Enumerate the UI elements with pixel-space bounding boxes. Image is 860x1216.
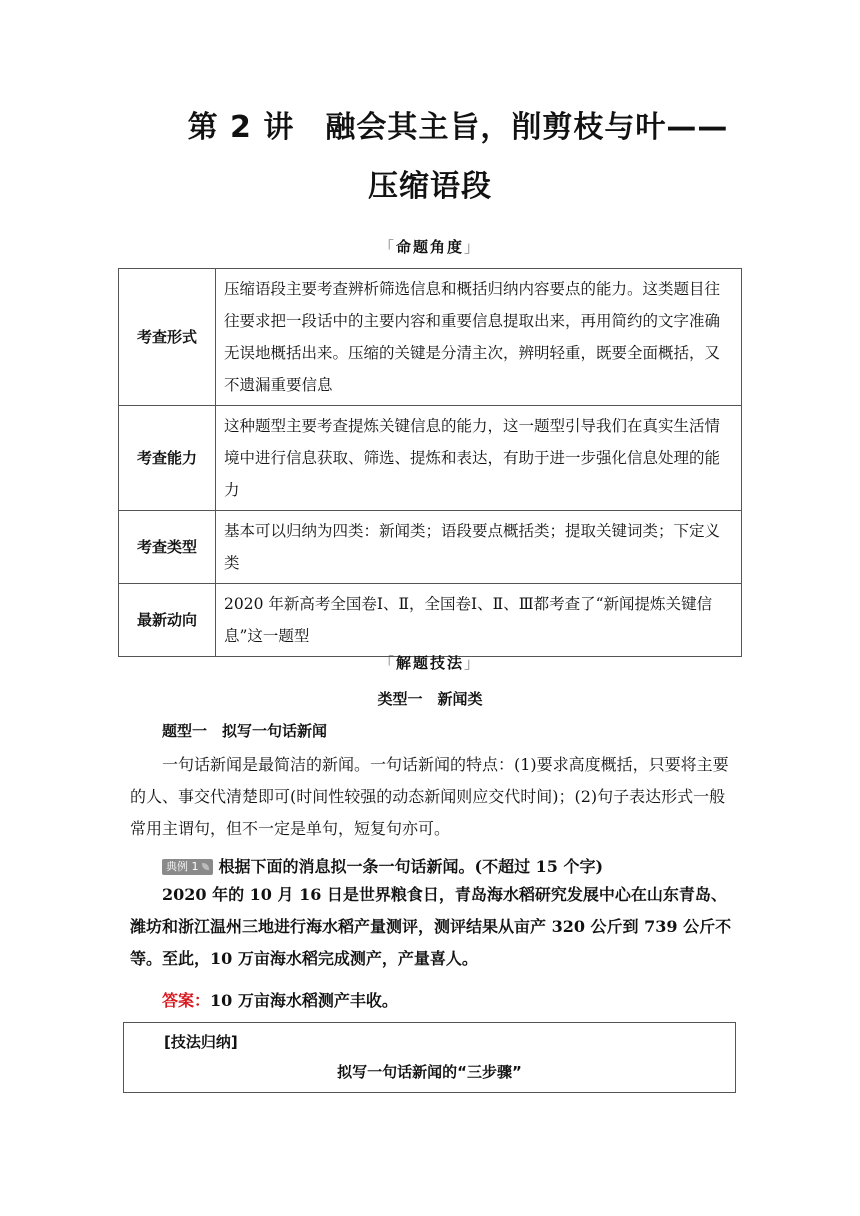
table-body-cell: 压缩语段主要考查辨析筛选信息和概括归纳内容要点的能力。这类题目往往要求把一段话中的主要内容和重要信息提取出来，再用简约的文字准确无误地概括出来。压缩的关键是分清主次，辨明轻重，既要全面概括，又不遗漏重要信息 bbox=[216, 269, 742, 406]
section-heading-method: 「解题技法」 bbox=[378, 654, 482, 672]
table-body-cell: 基本可以归纳为四类：新闻类；语段要点概括类；提取关键词类；下定义类 bbox=[216, 511, 742, 584]
example-prompt-line bbox=[162, 856, 603, 878]
page-title-line1: 第 2 讲 融会其主旨，削剪枝与叶—— bbox=[187, 110, 729, 145]
leaf-icon bbox=[202, 863, 209, 870]
table-row bbox=[119, 406, 742, 511]
example-text: 2020 年的 10 月 16 日是世界粮食日，青岛海水稻研究发展中心在山东青岛、潍坊和浙江温州三地进行海水稻产量测评，测评结果从亩产 320 公斤到 739 公斤不等。至此，10 万亩海水稻完成测产，产量喜人。 bbox=[130, 885, 732, 968]
answer-label: 答案： bbox=[162, 991, 211, 1010]
section-heading-angle: 「命题角度」 bbox=[378, 238, 482, 256]
section-heading-angle-label: 命题角度 bbox=[395, 238, 464, 256]
intro-paragraph: 一句话新闻是最简洁的新闻。一句话新闻的特点：(1)要求高度概括，只要将主要的人、事交代清楚即可(时间性较强的动态新闻则应交代时间)；(2)句子表达形式一般常用主谓句，但不一定是单句，短复句亦可。 bbox=[130, 755, 729, 838]
table-row bbox=[119, 269, 742, 406]
answer-text: 10 万亩海水稻测产丰收。 bbox=[210, 991, 398, 1010]
table-row bbox=[119, 511, 742, 584]
technique-summary-heading: [技法归纳] bbox=[164, 1033, 238, 1051]
table-head-cell: 考查能力 bbox=[119, 406, 216, 511]
example-badge-label: 典例 1 bbox=[166, 860, 199, 873]
section-heading-method-label: 解题技法 bbox=[395, 654, 464, 672]
type-heading: 类型一 新闻类 bbox=[377, 690, 483, 708]
technique-summary-box bbox=[123, 1022, 736, 1093]
technique-summary-title: 拟写一句话新闻的“三步骤” bbox=[337, 1063, 522, 1081]
example-badge bbox=[162, 859, 213, 875]
table-body-cell: 这种题型主要考查提炼关键信息的能力，这一题型引导我们在真实生活情境中进行信息获取、筛选、提炼和表达，有助于进一步强化信息处理的能力 bbox=[216, 406, 742, 511]
subtype-heading: 题型一 拟写一句话新闻 bbox=[162, 722, 328, 740]
table-row bbox=[119, 584, 742, 657]
answer-line bbox=[162, 990, 398, 1012]
example-prompt: 根据下面的消息拟一条一句话新闻。(不超过 15 个字) bbox=[218, 857, 604, 876]
info-table bbox=[118, 268, 742, 657]
table-head-cell: 最新动向 bbox=[119, 584, 216, 657]
table-head-cell: 考查形式 bbox=[119, 269, 216, 406]
page-title-line2: 压缩语段 bbox=[368, 169, 492, 204]
table-body-cell: 2020 年新高考全国卷Ⅰ、Ⅱ，全国卷Ⅰ、Ⅱ、Ⅲ都考查了“新闻提炼关键信息”这一题型 bbox=[216, 584, 742, 657]
table-head-cell: 考查类型 bbox=[119, 511, 216, 584]
